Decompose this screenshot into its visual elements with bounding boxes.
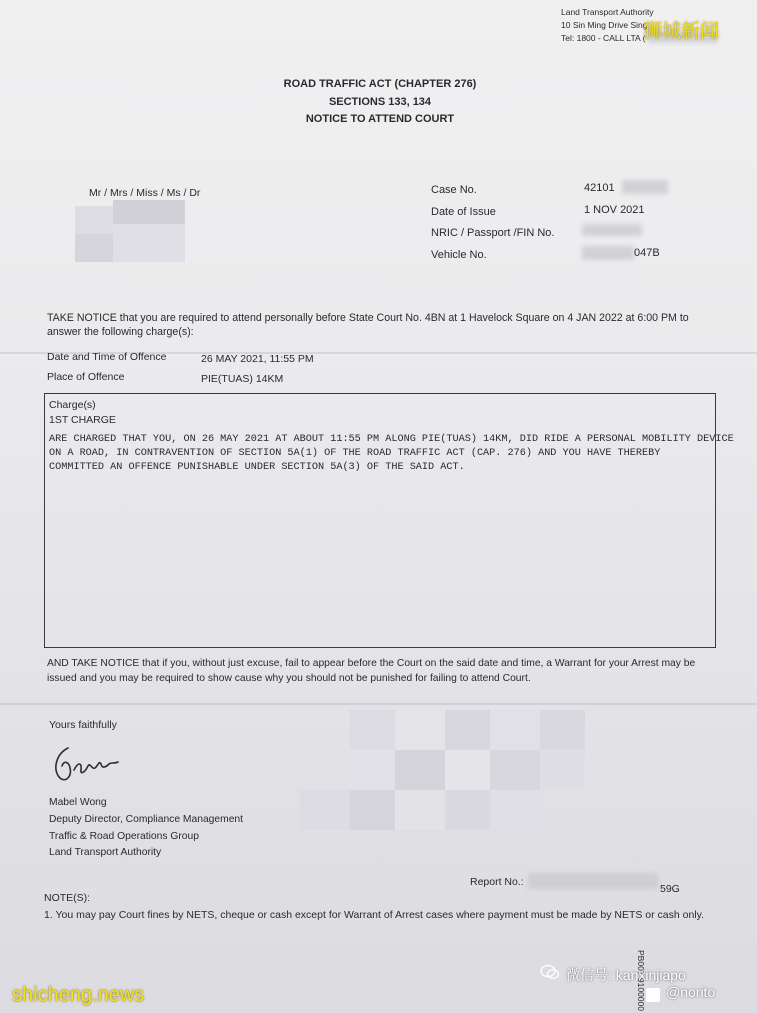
case-no-value: 42101 [584, 182, 615, 194]
date-issue-label: Date of Issue [431, 206, 496, 218]
charges-heading: Charge(s) [49, 399, 96, 411]
redacted-report-no [528, 873, 658, 889]
charge-line1: ARE CHARGED THAT YOU, ON 26 MAY 2021 AT ABOUT 11:55 PM ALONG PIE(TUAS) 14KM, DID RIDE A PERSONAL MOBILITY DEVICE [49, 434, 734, 445]
redacted-case-no [622, 180, 668, 194]
signer-name: Mabel Wong [49, 797, 107, 808]
signature-image [48, 740, 128, 790]
warning-line1: AND TAKE NOTICE that if you, without just excuse, fail to appear before the Court on the said date and time, a Warrant for your Arrest may be [47, 658, 696, 669]
closing: Yours faithfully [49, 719, 117, 731]
paper-fold [0, 703, 757, 705]
lta-header-line3: Tel: 1800 - CALL LTA ( [561, 33, 646, 43]
vehicle-label: Vehicle No. [431, 249, 487, 261]
warning-line2: issued and you may be required to show cause why you should not be punished for failing to attend Court. [47, 673, 531, 684]
note-item-1: 1. You may pay Court fines by NETS, cheque or cash except for Warrant of Arrest cases where payment must be made by NETS or cash only. [44, 909, 705, 921]
offence-datetime-value: 26 MAY 2021, 11:55 PM [201, 353, 314, 365]
case-no-label: Case No. [431, 184, 477, 196]
nric-label: NRIC / Passport /FIN No. [431, 227, 555, 239]
lta-header-line2: 10 Sin Ming Drive Sing [561, 20, 648, 30]
notice-line2: answer the following charge(s): [47, 326, 194, 338]
charge-line3: COMMITTED AN OFFENCE PUNISHABLE UNDER SECTION 5A(3) OF THE SAID ACT. [49, 462, 465, 473]
date-issue-value: 1 NOV 2021 [584, 204, 645, 216]
offence-place-label: Place of Offence [47, 371, 125, 383]
report-no-label: Report No.: [470, 876, 524, 888]
title-sections: SECTIONS 133, 134 [328, 96, 432, 108]
salutation: Mr / Mrs / Miss / Ms / Dr [89, 187, 201, 199]
signer-org: Land Transport Authority [49, 847, 162, 858]
watermark-wechat: 微信号: kanxinjiapo [566, 967, 686, 983]
charge-first: 1ST CHARGE [49, 414, 116, 426]
offence-place-value: PIE(TUAS) 14KM [201, 373, 284, 385]
offence-datetime-label: Date and Time of Offence [47, 351, 167, 363]
side-code: PB007 9100000 [636, 950, 646, 1011]
charges-box [44, 393, 716, 648]
watermark-top-right: 狮城新闻 [643, 21, 720, 42]
report-no-suffix: 59G [660, 883, 680, 895]
signer-title: Deputy Director, Compliance Management [49, 814, 244, 825]
wechat-icon [540, 964, 560, 980]
vehicle-value-visible: 047B [634, 247, 660, 259]
watermark-bottom-left: shicheng.news [12, 984, 145, 1006]
lta-header-line1: Land Transport Authority [561, 7, 654, 17]
title-notice: NOTICE TO ATTEND COURT [305, 113, 455, 125]
charge-line2: ON A ROAD, IN CONTRAVENTION OF SECTION 5A(1) OF THE ROAD TRAFFIC ACT (CAP. 276) AND YOU HAVE THEREBY [49, 448, 661, 459]
redacted-nric [582, 224, 642, 236]
weibo-icon [646, 988, 660, 1002]
notes-heading: NOTE(S): [44, 892, 91, 904]
redacted-vehicle [582, 246, 634, 260]
title-act: ROAD TRAFFIC ACT (CHAPTER 276) [283, 78, 477, 90]
notice-line1: TAKE NOTICE that you are required to attend personally before State Court No. 4BN at 1 Havelock Square on 4 JAN 2022 at 6:00 PM to [47, 312, 689, 324]
watermark-weibo: @norito [666, 984, 716, 1000]
signer-group: Traffic & Road Operations Group [49, 831, 199, 842]
